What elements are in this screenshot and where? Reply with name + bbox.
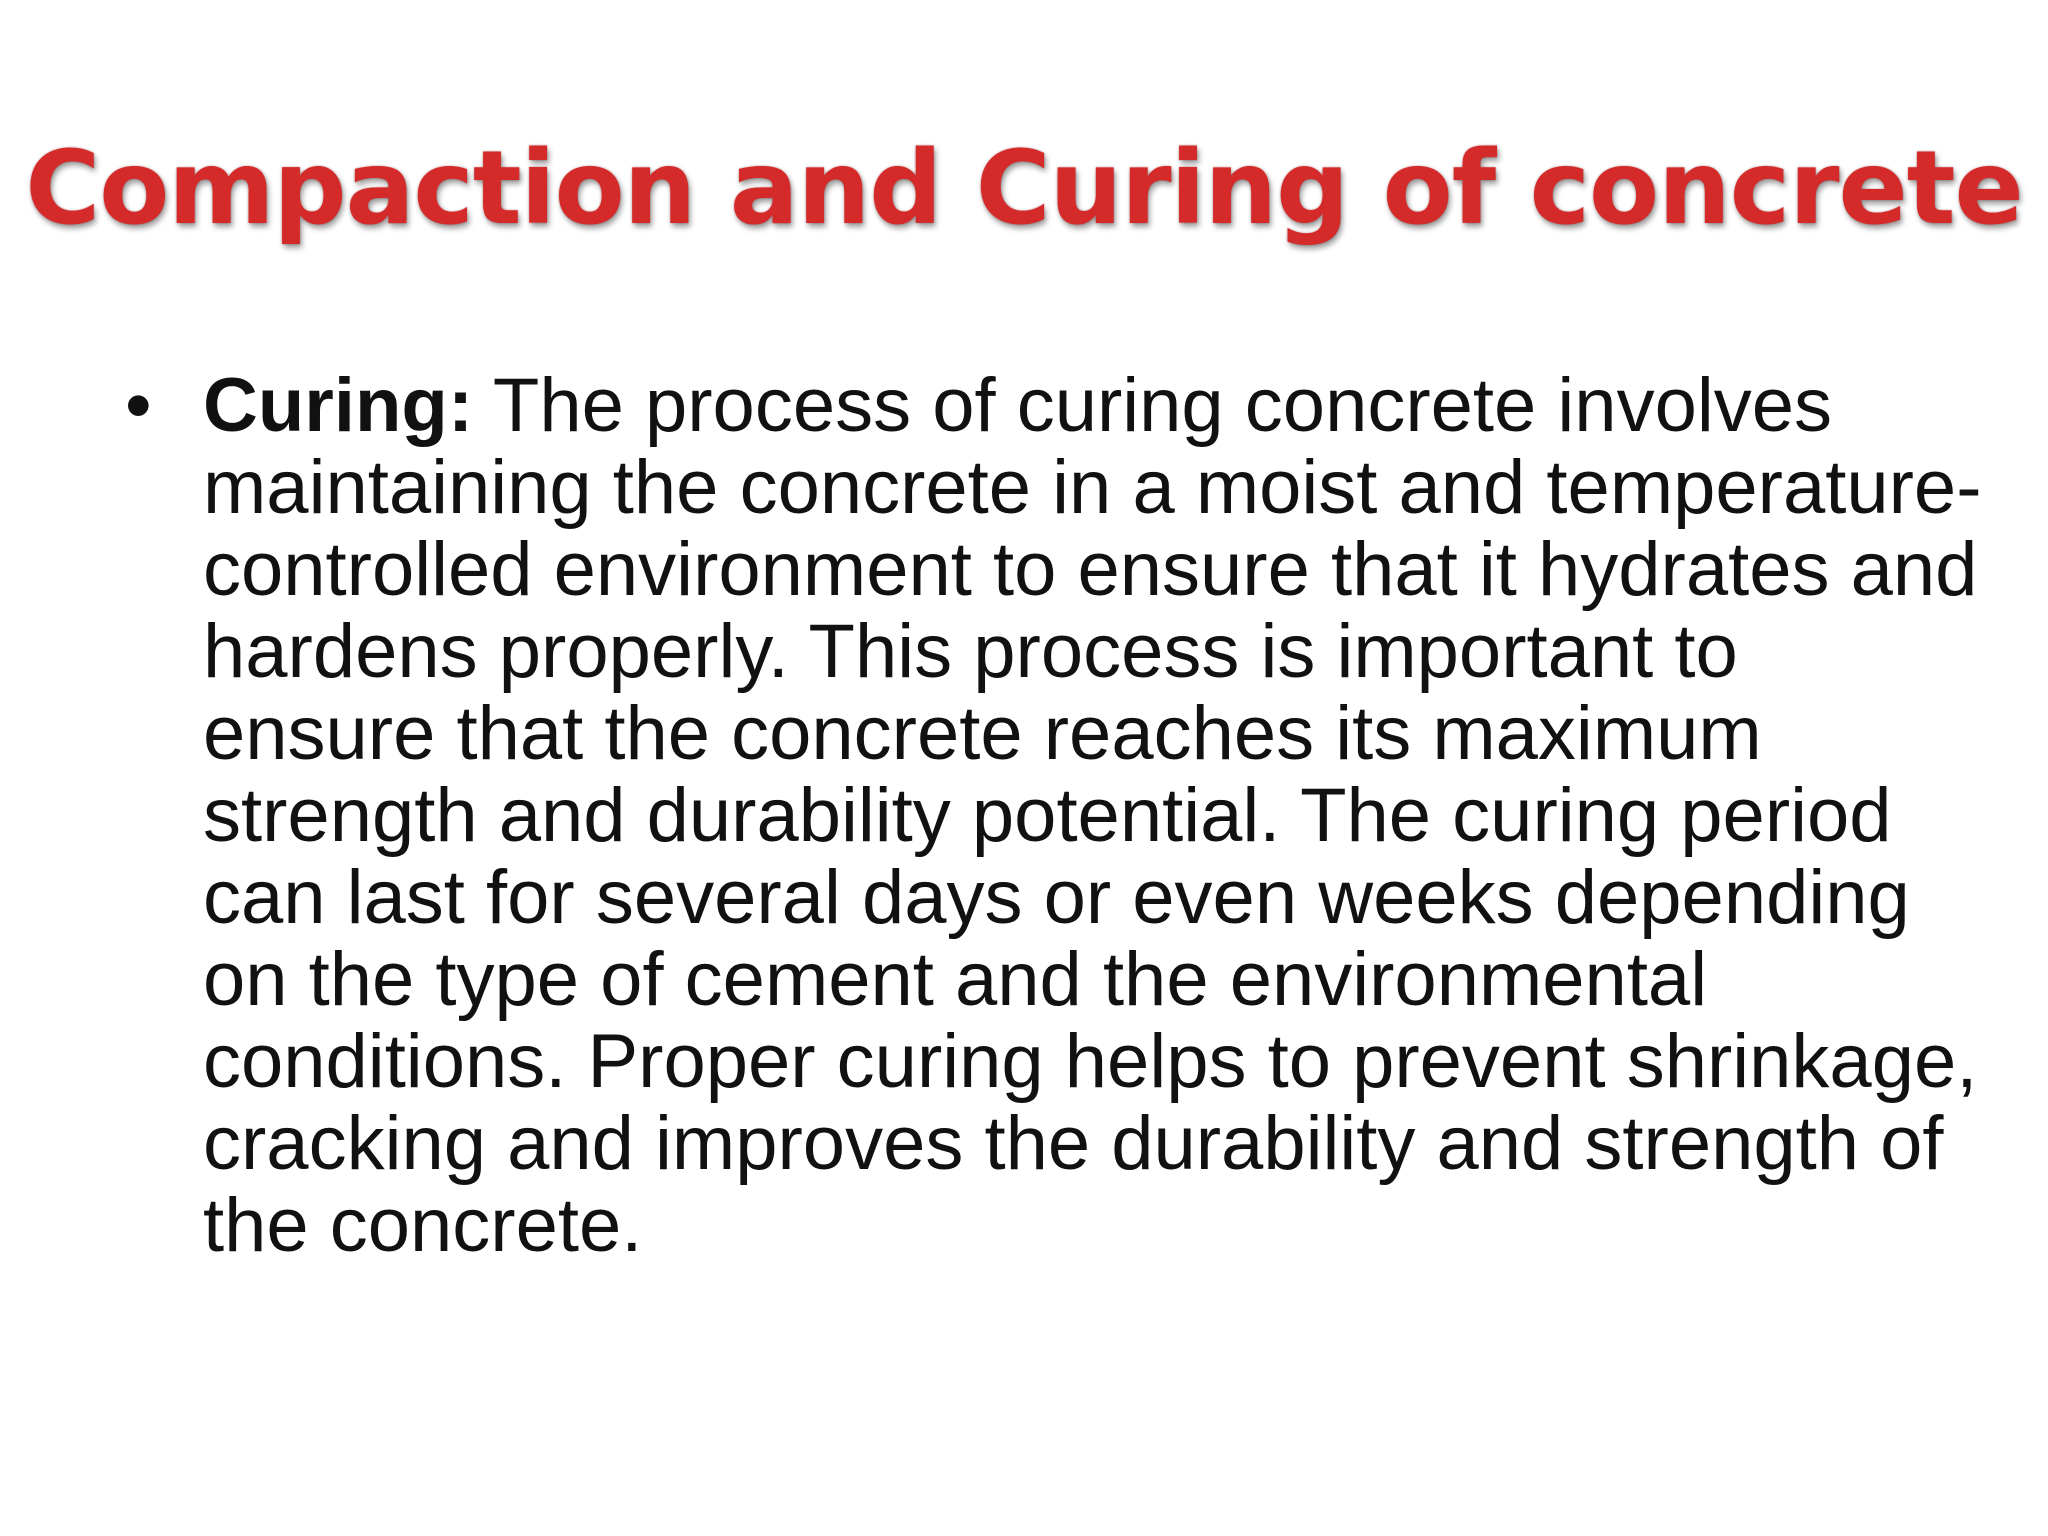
bullet-marker: • [125,363,152,448]
bullet-term: Curing: [203,363,474,448]
bullet-list [125,365,1985,1267]
bullet-item-curing [125,365,1985,1267]
slide-title: Compaction and Curing of concrete [25,129,2023,248]
bullet-text: The process of curing concrete involves maintaining the concrete in a moist and temperature-controlled environment to ensure that it hydrates and hardens properly. This process is important to ensure that the concrete reaches its maximum strength and durability potential. The curing period can last for several days or even weeks depending on the type of cement and the environmental conditions. Proper curing helps to prevent shrinkage, cracking and improves the durability and strength of the concrete. [203,363,1982,1268]
